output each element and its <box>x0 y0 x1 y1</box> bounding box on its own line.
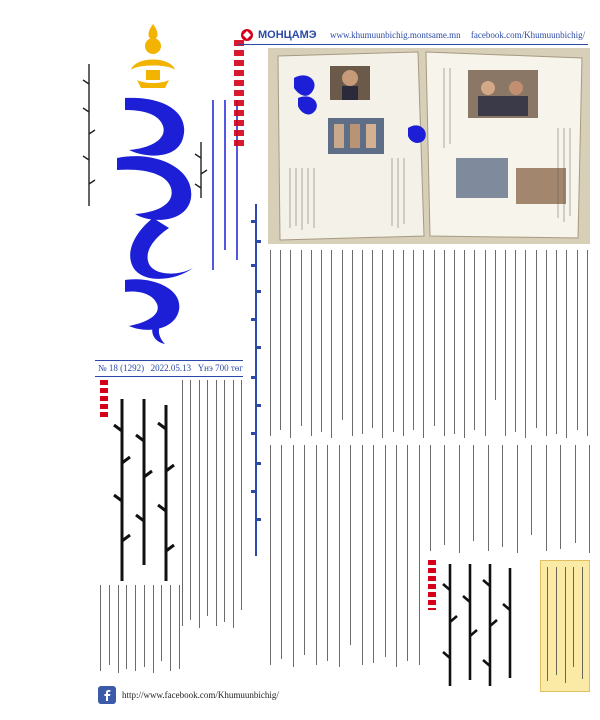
article-text-bottom-left <box>100 585 180 675</box>
website-line[interactable] <box>330 30 585 40</box>
issue-date: 2022.05.13 <box>150 363 192 373</box>
montsame-icon <box>240 28 254 42</box>
newspaper-photo <box>268 48 590 244</box>
facebook-footer[interactable] <box>98 686 279 704</box>
article-text-left <box>182 380 242 630</box>
info-box <box>540 560 590 692</box>
facebook-icon[interactable] <box>98 686 116 704</box>
red-section-label-right <box>428 560 436 610</box>
info-box-text <box>547 567 583 685</box>
headline-blue <box>250 200 262 560</box>
article-text-middle <box>270 445 420 670</box>
issue-bar-bottom-rule <box>95 376 243 377</box>
issue-bar-top-rule <box>95 360 243 361</box>
red-header-note <box>234 40 244 150</box>
top-rule <box>238 44 588 45</box>
issue-number: № 18 (1292) <box>98 363 145 373</box>
article-text-top <box>270 250 588 440</box>
red-section-label <box>100 380 108 420</box>
feature-headline <box>110 395 180 585</box>
agency-logo <box>240 28 317 42</box>
issue-info <box>98 363 243 373</box>
article-text-right <box>430 445 590 555</box>
facebook-url-top[interactable]: facebook.com/Khumuunbichig/ <box>470 30 586 40</box>
logo-script-right <box>190 140 212 200</box>
agency-name: МОНЦАМЭ <box>258 29 317 41</box>
website-url[interactable]: www.khumuunbichig.montsame.mn <box>330 30 461 40</box>
logo-subtitle <box>78 60 100 210</box>
issue-price: Үнэ 700 төг <box>197 363 243 373</box>
facebook-url[interactable]: http://www.facebook.com/Khumuunbichig/ <box>122 690 279 700</box>
second-headline <box>440 560 520 690</box>
